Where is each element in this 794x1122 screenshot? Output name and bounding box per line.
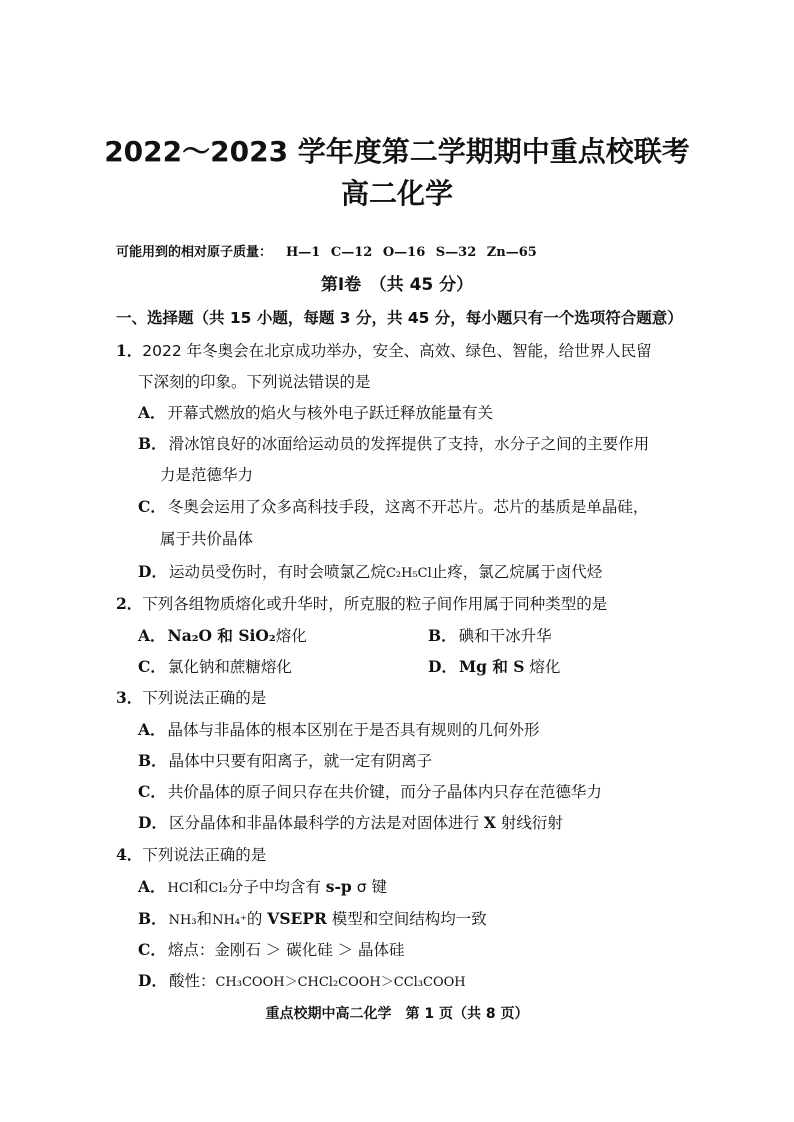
q3-option-d (138, 811, 563, 833)
option-label: B． (138, 434, 167, 453)
section-header: 一、选择题（共 15 小题，每题 3 分，共 45 分，每小题只有一个选项符合题意） (116, 309, 683, 327)
q2-stem-text: 下列各组物质熔化或升华时，所克服的粒子间作用属于同种类型的是 (142, 595, 608, 613)
option-label: D． (428, 657, 457, 676)
q1-option-b-cont: 力是范德华力 (160, 466, 254, 484)
q1-option-c (138, 495, 648, 517)
option-label: C． (138, 782, 166, 801)
chem-formula: NH₃ (168, 913, 197, 928)
q2-stem (116, 592, 607, 614)
option-text: σ 键 (351, 878, 387, 896)
chem-formula: Mg 和 S (458, 657, 525, 676)
option-text: 区分晶体和非晶体最科学的方法是对固体进行 (168, 814, 484, 832)
option-text: 氯化钠和蔗糖熔化 (167, 658, 292, 676)
chem-formula: Na₂O 和 SiO₂ (167, 626, 276, 645)
q1-option-c-cont: 属于共价晶体 (160, 530, 254, 548)
q3-number: 3． (116, 688, 143, 707)
q3-option-c (138, 780, 602, 802)
exam-title: 2022～2023 学年度第二学期期中重点校联考 (104, 135, 690, 168)
option-label: C． (138, 657, 166, 676)
option-label: A． (138, 877, 166, 896)
vsepr-term: VSEPR (267, 909, 327, 928)
option-text: 熔化 (524, 658, 561, 676)
page-footer: 重点校期中高二化学 第 1 页（共 8 页） (265, 1006, 529, 1022)
option-text: 开幕式燃放的焰火与核外电子跃迁释放能量有关 (167, 404, 494, 422)
q1-stem-line1 (116, 339, 652, 361)
option-text: 和 (192, 878, 209, 896)
option-label: D． (138, 971, 167, 990)
option-text: 和 (196, 910, 213, 928)
option-text: 运动员受伤时，有时会喷氯乙烷 (168, 563, 386, 581)
option-label: A． (138, 626, 166, 645)
bond-type: s-p (325, 877, 352, 896)
q3-stem-text: 下列说法正确的是 (142, 689, 267, 707)
q4-option-a (138, 875, 387, 897)
chem-formula: C₂H₅Cl (385, 566, 432, 581)
option-text: 晶体中只要有阳离子，就一定有阴离子 (168, 752, 433, 770)
q1-stem-line2: 下深刻的印象。下列说法错误的是 (138, 373, 371, 391)
q1-option-b (138, 432, 649, 454)
option-label: C． (138, 940, 166, 959)
option-text: 止疼，氯乙烷属于卤代烃 (431, 563, 603, 581)
option-label: D． (138, 562, 167, 581)
q2-option-c (138, 655, 292, 677)
option-text: 共价晶体的原子间只存在共价键，而分子晶体内只存在范德华力 (167, 783, 602, 801)
option-label: C． (138, 497, 166, 516)
volume-header: 第Ⅰ卷 （共 45 分） (320, 275, 474, 295)
q2-option-a (138, 624, 307, 646)
q1-number: 1． (116, 341, 143, 360)
q3-stem (116, 686, 266, 708)
option-label: D． (138, 813, 167, 832)
q4-option-b (138, 907, 487, 929)
chem-formula: NH₄⁺ (212, 913, 247, 928)
option-text: 滑冰馆良好的冰面给运动员的发挥提供了支持，水分子之间的主要作用 (168, 435, 650, 453)
option-text: 碘和干冰升华 (458, 627, 552, 645)
atomic-mass-values: H—1 C—12 O—16 S—32 Zn—65 (286, 245, 537, 260)
option-text: 分子中均含有 (227, 878, 326, 896)
option-label: B． (138, 909, 167, 928)
atomic-mass-label: 可能用到的相对原子质量： (116, 245, 273, 260)
q4-option-d (138, 969, 466, 991)
option-text: 冬奥会运用了众多高科技手段，这离不开芯片。芯片的基质是单晶硅， (167, 498, 649, 516)
option-label: B． (428, 626, 457, 645)
q1-option-d (138, 560, 602, 582)
exam-subject: 高二化学 (340, 177, 453, 210)
option-label: B． (138, 751, 167, 770)
chem-formula: CH₃COOH＞CHCl₂COOH＞CCl₃COOH (215, 975, 466, 990)
chem-formula: HCl (167, 881, 193, 896)
option-text: 模型和空间结构均一致 (326, 910, 487, 928)
q2-option-b (428, 624, 552, 646)
q3-option-b (138, 749, 432, 771)
option-text: 射线衍射 (495, 814, 563, 832)
x-ray-letter: X (483, 813, 496, 832)
q4-number: 4． (116, 845, 143, 864)
q2-option-d (428, 655, 560, 677)
atomic-mass-line (116, 241, 537, 260)
q1-option-a (138, 401, 493, 423)
option-text: 熔化 (275, 627, 307, 645)
option-text: 熔点：金刚石 ＞ 碳化硅 ＞ 晶体硅 (167, 941, 405, 959)
option-text: 的 (246, 910, 268, 928)
option-text: 晶体与非晶体的根本区别在于是否具有规则的几何外形 (167, 721, 540, 739)
q2-number: 2． (116, 594, 143, 613)
q1-stem-text1: 2022 年冬奥会在北京成功举办，安全、高效、绿色、智能，给世界人民留 (142, 342, 652, 360)
q4-stem-text: 下列说法正确的是 (142, 846, 267, 864)
option-label: A． (138, 403, 166, 422)
q3-option-a (138, 718, 540, 740)
option-text: 酸性： (168, 972, 216, 990)
option-label: A． (138, 720, 166, 739)
chem-formula: Cl₂ (208, 881, 228, 896)
q4-stem (116, 843, 266, 865)
q4-option-c (138, 938, 405, 960)
